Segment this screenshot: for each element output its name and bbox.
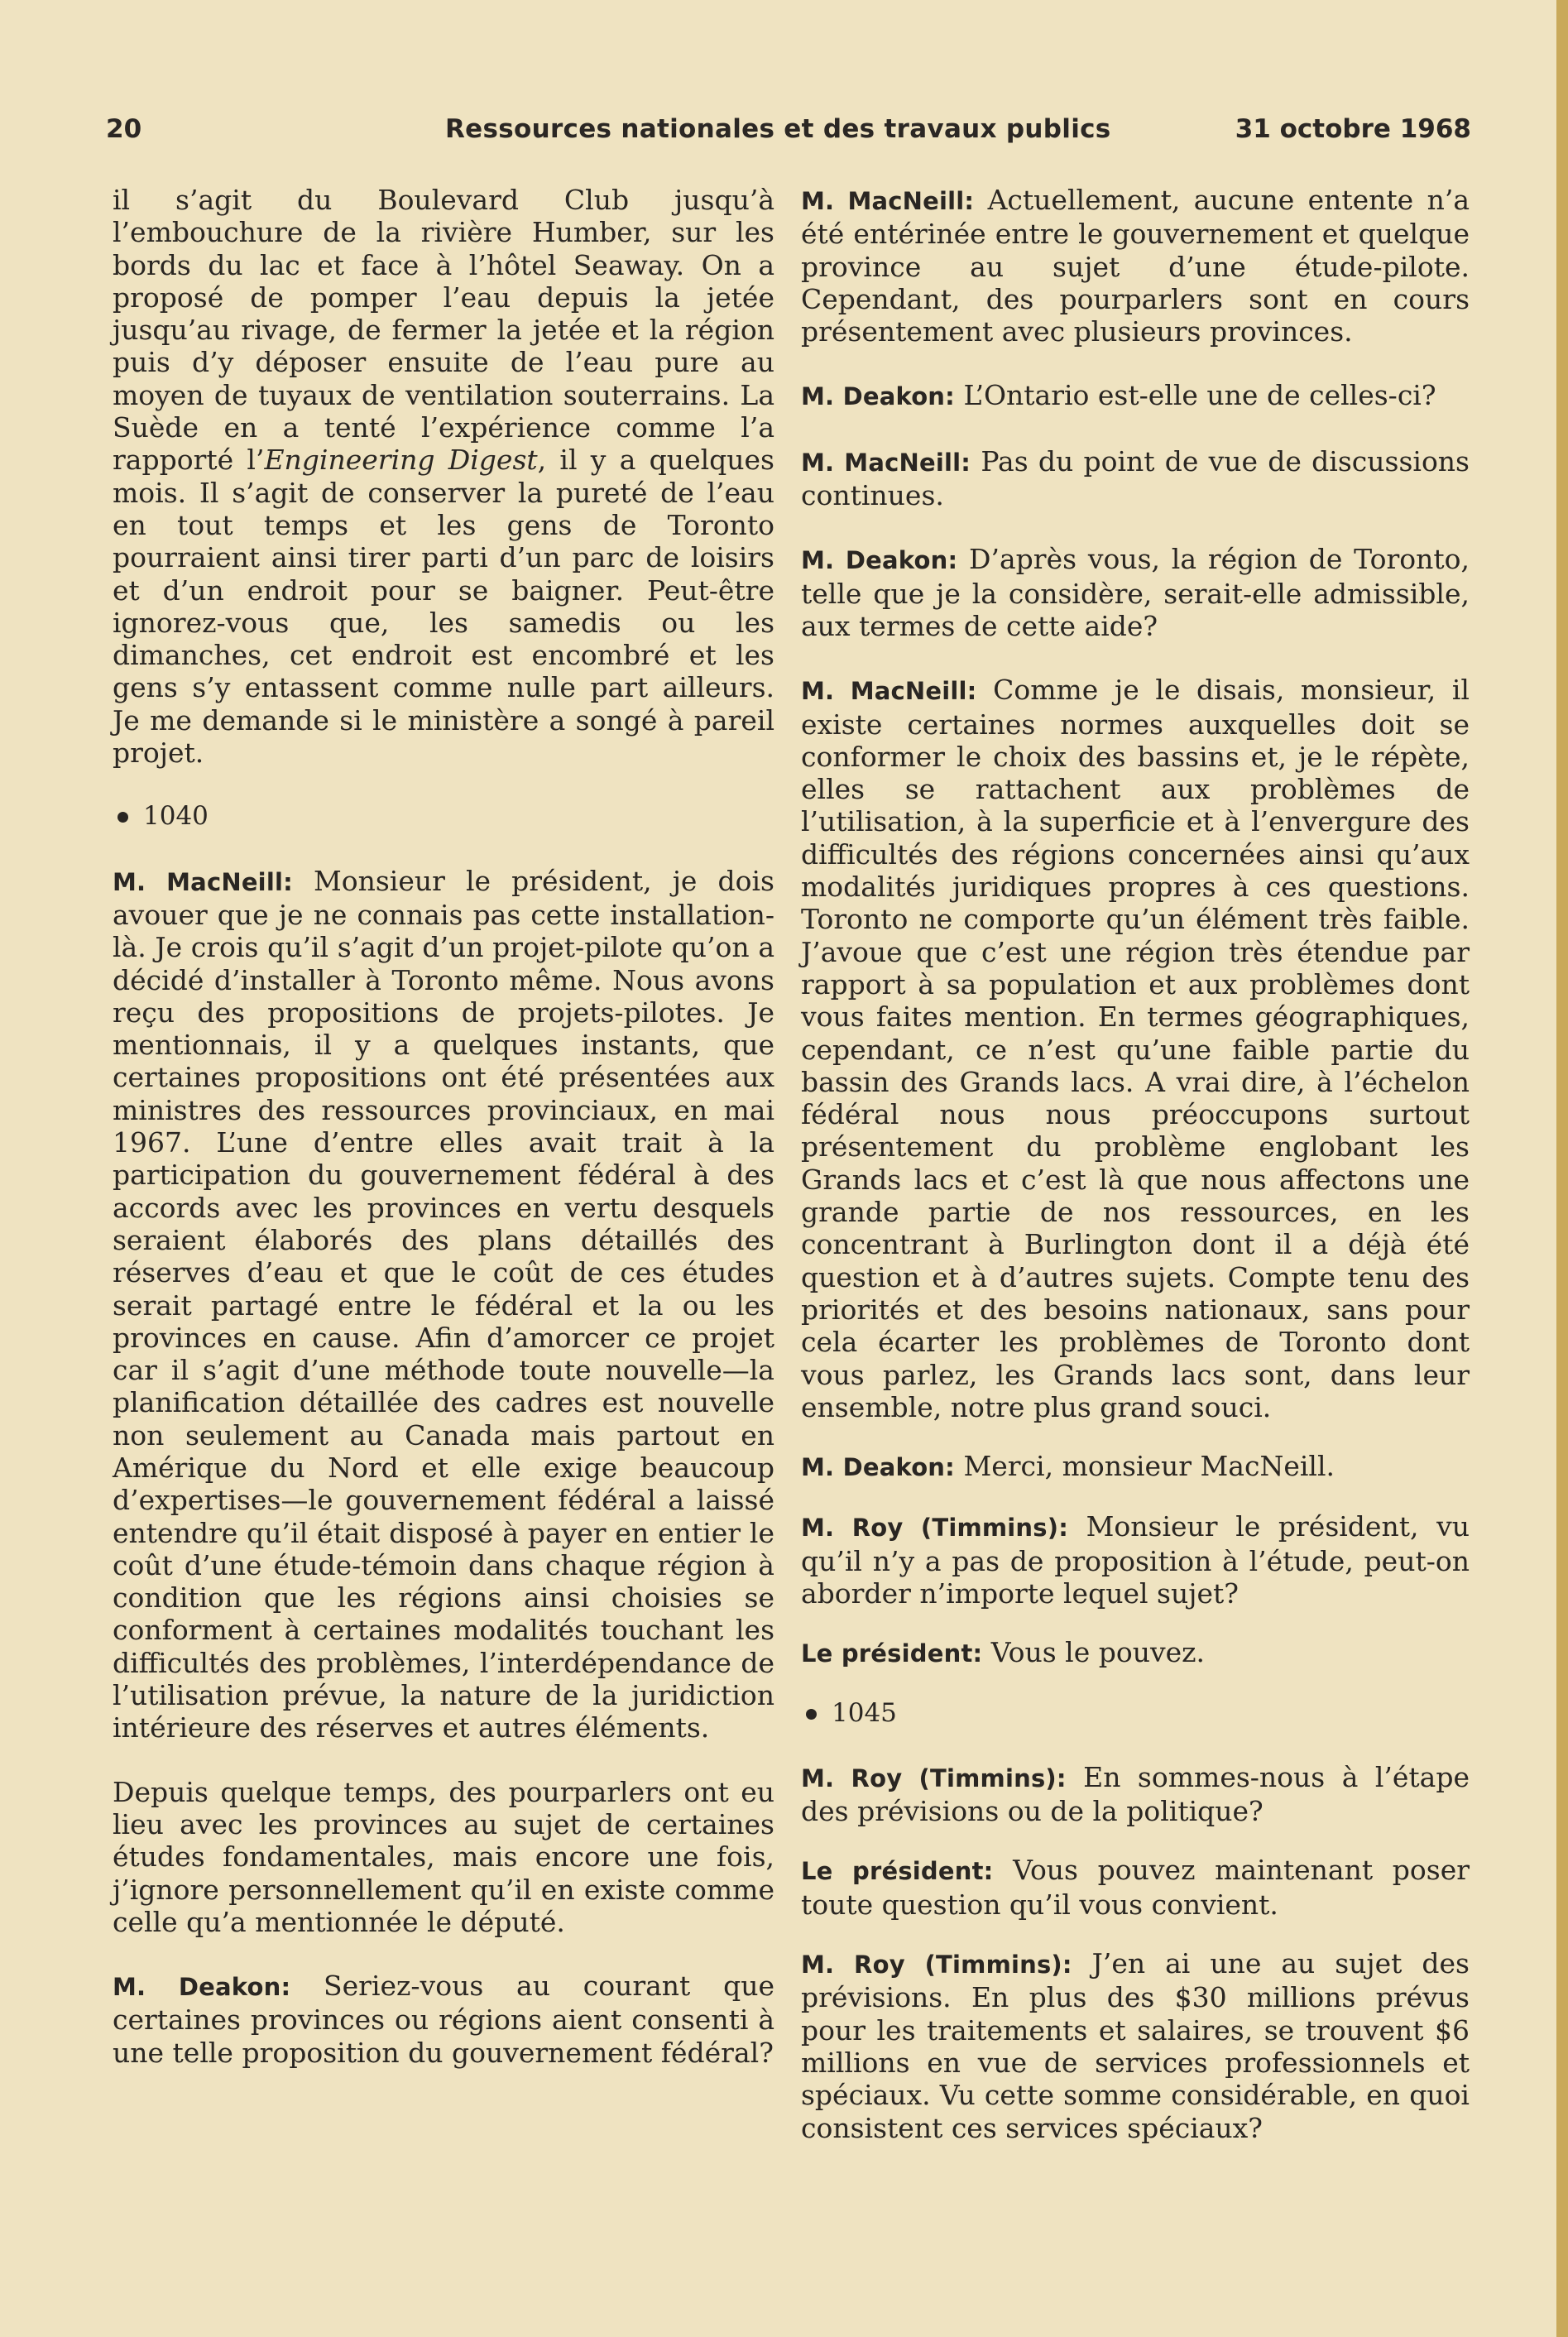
speech-paragraph: M. Deakon: Seriez-vous au courant que certaines provinces ou régions aient consenti à une telle proposition du gouvernement fédéral? [113,1970,774,2069]
speech-paragraph: M. Deakon: D’après vous, la région de Toronto, telle que je la considère, serait-elle admissible, aux termes de cette aide? [801,543,1470,642]
speaker-name: M. MacNeill: [801,448,971,477]
speaker-name: Le président: [801,1857,994,1886]
speaker-name: M. Deakon: [801,546,958,575]
speech-paragraph: M. Roy (Timmins): Monsieur le président, vu qu’il n’y a pas de proposition à l’étude, peut-on aborder n’importe lequel sujet? [801,1510,1470,1610]
speech-paragraph: M. Roy (Timmins): En sommes-nous à l’étape des prévisions ou de la politique? [801,1760,1470,1828]
bullet-icon [117,812,128,823]
left-column [113,184,774,2100]
speech-paragraph: Le président: Vous le pouvez. [801,1636,1206,1669]
running-title: Ressources nationales et des travaux publics [445,114,1111,144]
header-date: 31 octobre 1968 [1235,114,1471,144]
page-number: 20 [106,114,142,144]
speaker-name: M. Roy (Timmins): [801,1514,1068,1543]
speaker-name: M. MacNeill: [801,677,977,706]
speech-paragraph: M. Deakon: L’Ontario est-elle une de celles-ci? [801,379,1436,412]
time-marker: 1040 [113,800,774,833]
speaker-name: Le président: [801,1639,983,1668]
speech-paragraph: M. MacNeill: Pas du point de vue de discussions continues. [801,444,1470,512]
speaker-name: M. Deakon: [113,1973,291,2002]
speech-paragraph: Le président: Vous pouvez maintenant poser toute question qu’il vous convient. [801,1854,1470,1921]
page-header [106,114,1471,154]
speaker-name: M. MacNeill: [113,867,293,896]
right-column [801,184,1470,2171]
speaker-name: M. Roy (Timmins): [801,1764,1067,1792]
speaker-name: M. Roy (Timmins): [801,1951,1072,1979]
speaker-name: M. MacNeill: [801,187,975,215]
speech-paragraph: M. Roy (Timmins): J’en ai une au sujet des prévisions. En plus des $30 millions prévus pour les traitements et salaires, se trouvent $6 millions en vue de services professionnels et spéciaux. Vu cette somme considérable, en quoi consistent ces services spéciaux? [801,1947,1470,2144]
speech-paragraph: Depuis quelque temps, des pourparlers ont eu lieu avec les provinces au sujet de certaines études fondamentales, mais encore une fois, j’ignore personnellement qu’il en existe comme celle qu’a mentionnée le député. [113,1775,774,1938]
speaker-name: M. Deakon: [801,382,955,411]
speech-paragraph: M. Deakon: Merci, monsieur MacNeill. [801,1450,1335,1483]
speech-paragraph: M. MacNeill: Actuellement, aucune entente n’a été entérinée entre le gouvernement et quelque province au sujet d’une étude-pilote. Cependant, des pourparlers sont en cours présentement avec plusieurs provinces. [801,184,1470,348]
speech-paragraph: M. MacNeill: Comme je le disais, monsieur, il existe certaines normes auxquelles doit se conformer le choix des bassins et, je le répète, elles se rattachent aux problèmes de l’utilisation, à la superficie et à l’envergure des difficultés des régions concernées ainsi qu’aux modalités juridiques propres à ces questions. Toronto ne comporte qu’un élément très faible. J’avoue que c’est une région très étendue par rapport à sa population et aux problèmes dont vous faites mention. En termes géographiques, cependant, ce n’est qu’une faible partie du bassin des Grands lacs. A vrai dire, à l’échelon fédéral nous nous préoccupons surtout présentement du problème englobant les Grands lacs et c’est là que nous affectons une grande partie de nos ressources, en les concentrant à Burlington dont il a déjà été question et à d’autres sujets. Compte tenu des priorités et des besoins nationaux, sans pour cela écarter les problèmes de Toronto dont vous parlez, les Grands lacs sont, dans leur ensemble, notre plus grand souci. [801,674,1470,1423]
speaker-name: M. Deakon: [801,1453,955,1482]
bullet-icon [806,1709,817,1720]
time-marker: 1045 [801,1697,1470,1730]
paragraph-continuation: il s’agit du Boulevard Club jusqu’à l’embouchure de la rivière Humber, sur les bords du lac et face à l’hôtel Seaway. On a proposé de pomper l’eau depuis la jetée jusqu’au rivage, de fermer la jetée et la région puis d’y déposer ensuite de l’eau pure au moyen de tuyaux de ventilation souterrains. La Suède en a tenté l’expérience comme l’a rapporté l’Engineering Digest, il y a quelques mois. Il s’agit de conserver la pureté de l’eau en tout temps et les gens de Toronto pourraient ainsi tirer parti d’un parc de loisirs et d’un endroit pour se baigner. Peut-être ignorez-vous que, les samedis ou les dimanches, cet endroit est encombré et les gens s’y entassent comme nulle part ailleurs. Je me demande si le ministère a songé à pareil projet. [113,184,774,770]
page-edge [1556,0,1568,2337]
publication-title: Engineering Digest [264,444,538,477]
speech-paragraph: M. MacNeill: Monsieur le président, je dois avouer que je ne connais pas cette installation-là. Je crois qu’il s’agit d’un projet-pilote qu’on a décidé d’installer à Toronto même. Nous avons reçu des propositions de projets-pilotes. Je mentionnais, il y a quelques instants, que certaines propositions ont été présentées aux ministres des ressources provinciaux, en mai 1967. L’une d’entre elles avait trait à la participation du gouvernement fédéral à des accords avec les provinces en vertu desquels seraient élaborés des plans détaillés des réserves d’eau et que le coût de ces études serait partagé entre le fédéral et la ou les provinces en cause. Afin d’amorcer ce projet car il s’agit d’une méthode toute nouvelle—la planification détaillée des cadres est nouvelle non seulement au Canada mais partout en Amérique du Nord et elle exige beaucoup d’expertises—le gouvernement fédéral a laissé entendre qu’il était disposé à payer en entier le coût d’une étude-témoin dans chaque région à condition que les régions ainsi choisies se conforment à certaines modalités touchant les difficultés des problèmes, l’interdépendance de l’utilisation prévue, la nature de la juridiction intérieure des réserves et autres éléments. [113,864,774,1744]
